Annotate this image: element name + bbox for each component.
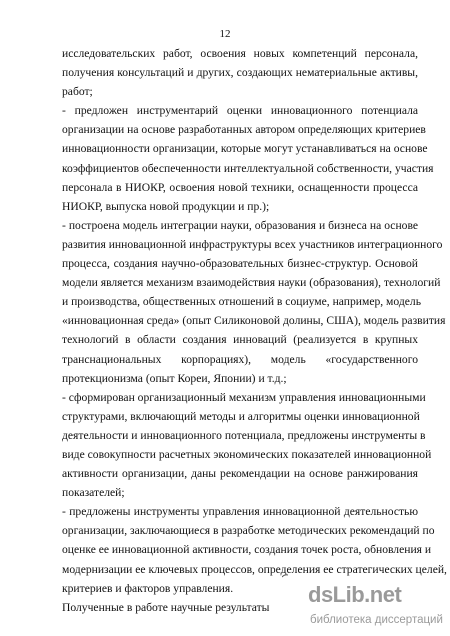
text-line: - предложен инструментарий оценки инновационного потенциала: [62, 104, 418, 118]
watermark[interactable]: [308, 582, 450, 636]
text-line: персонала в НИОКР, освоения новой техники, оснащенности процесса: [62, 180, 418, 194]
watermark-subtitle: библиотека диссертаций: [310, 614, 443, 626]
text-line: модернизации ее ключевых процессов, определения ее стратегических целей,: [62, 562, 447, 576]
text-line: деятельности и инновационного потенциала, предложены инструменты в: [62, 428, 426, 442]
body-text: [62, 44, 447, 617]
text-line: НИОКР, выпуска новой продукции и пр.);: [62, 199, 270, 213]
text-line: организации на основе разработанных автором определяющих критериев: [62, 123, 426, 137]
text-line: структурами, включающий методы и алгоритмы оценки инновационной: [62, 409, 420, 423]
text-line: транснациональных корпорациях), модель «государственного: [62, 352, 418, 366]
text-line: - предложены инструменты управления инновационной деятельностью: [62, 505, 418, 519]
text-line: процесса, создания научно-образовательных бизнес-структур. Основой: [62, 257, 418, 271]
text-line: развития инновационной инфраструктуры всех участников интеграционного: [62, 237, 443, 251]
text-line: работ;: [62, 85, 93, 99]
text-line: активности организации, даны рекомендации на основе ранжирования: [62, 467, 418, 481]
text-line: Полученные в работе научные результаты: [62, 600, 270, 614]
text-line: виде совокупности расчетных экономических показателей инновационной: [62, 447, 432, 461]
text-line: и производства, общественных отношений в социуме, например, модель: [62, 295, 421, 309]
scan-mark-icon: [282, 574, 288, 578]
text-line: - сформирован организационный механизм управления инновационными: [62, 390, 426, 404]
text-line: организации, заключающиеся в разработке методических рекомендаций по: [62, 524, 435, 538]
text-line: модели является механизм взаимодействия науки (образования), технологий: [62, 276, 441, 290]
text-line: показателей;: [62, 486, 125, 500]
text-line: инновационности организации, которые могут устанавливаться на основе: [62, 142, 428, 156]
text-line: «инновационная среда» (опыт Силиконовой долины, США), модель развития: [62, 314, 446, 328]
text-line: получения консультаций и других, создающих нематериальные активы,: [62, 66, 418, 80]
text-line: - построена модель интеграции науки, образования и бизнеса на основе: [62, 218, 418, 232]
page-number: 12: [219, 28, 231, 40]
text-line: технологий в области создания инноваций (реализуется в крупных: [62, 333, 418, 347]
text-line: протекционизма (опыт Кореи, Японии) и т.д.;: [62, 371, 287, 385]
watermark-logo: dsLib.net: [308, 582, 402, 607]
text-line: коэффициентов обеспеченности интеллектуальной собственности, участия: [62, 161, 434, 175]
text-line: критериев и факторов управления.: [62, 581, 234, 595]
text-line: оценке ее инновационной активности, создания точек роста, обновления и: [62, 543, 432, 557]
text-line: исследовательских работ, освоения новых компетенций персонала,: [62, 47, 418, 60]
